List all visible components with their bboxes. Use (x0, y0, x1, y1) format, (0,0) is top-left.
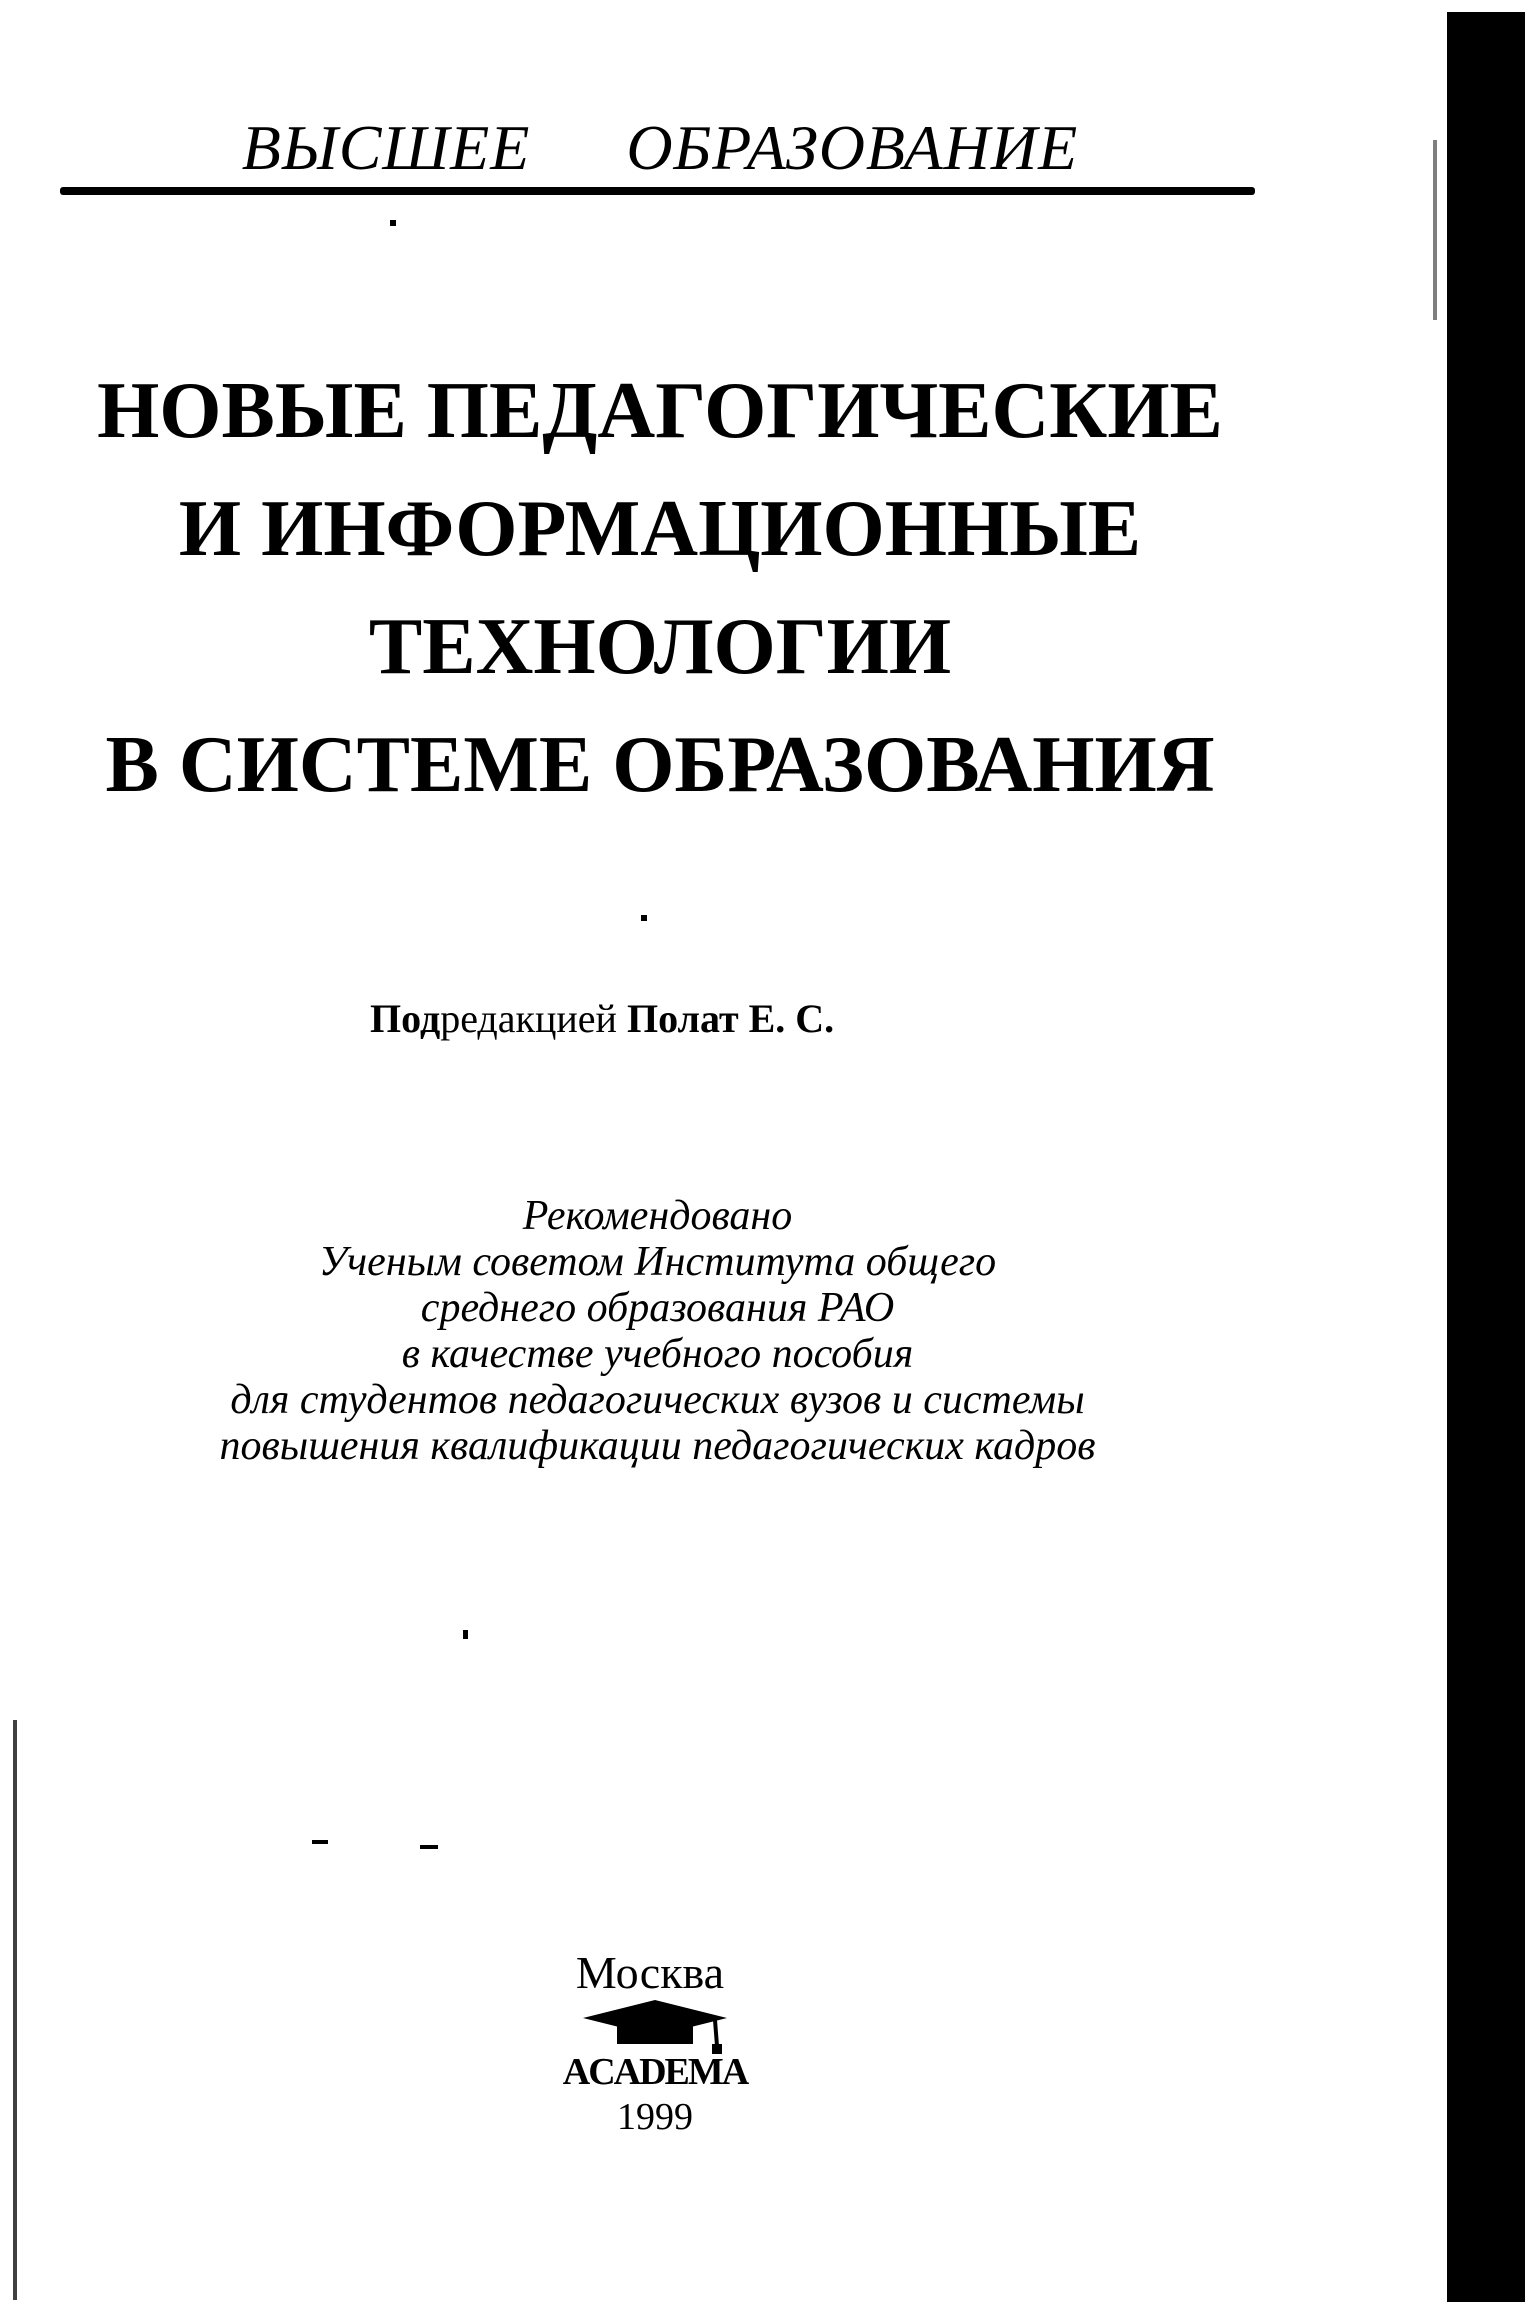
scan-speck (463, 1630, 468, 1639)
series-word-2: ОБРАЗОВАНИЕ (626, 112, 1079, 183)
scan-right-edge (1433, 140, 1437, 320)
rec-line-4: в качестве учебного пособия (401, 1331, 914, 1377)
city: Москва (575, 1947, 725, 1998)
scan-edge-shadow (1447, 12, 1525, 2302)
title-line-2: И ИНФОРМАЦИОННЫЕ (178, 485, 1142, 573)
rec-line-3: среднего образования РАО (420, 1285, 895, 1331)
academa-logo (555, 2000, 755, 2095)
rec-line-2: Ученым советом Института общего (318, 1239, 997, 1285)
book-title (60, 352, 1260, 824)
scan-left-edge (13, 1720, 17, 2300)
scan-speck (641, 915, 647, 921)
rec-line-6: повышения квалификации педагогических кадров (219, 1423, 1096, 1469)
editor-line (370, 994, 834, 1044)
title-line-4: В СИСТЕМЕ ОБРАЗОВАНИЯ (105, 721, 1215, 809)
rec-line-1: Рекомендовано (522, 1193, 793, 1239)
series-word-1: ВЫСШЕЕ (241, 112, 531, 183)
series-header (60, 112, 1260, 184)
editor-prefix: Под (370, 996, 441, 1041)
year: 1999 (617, 2096, 693, 2138)
publisher-name: ACADEMA (562, 2051, 748, 2093)
title-line-1: НОВЫЕ ПЕДАГОГИЧЕСКИЕ (97, 367, 1223, 455)
editor-name: Полат Е. С. (626, 996, 835, 1041)
scan-speck (390, 220, 396, 226)
editor-middle: редакцией (440, 996, 617, 1041)
header-rule (60, 187, 1255, 195)
title-line-3: ТЕХНОЛОГИИ (368, 603, 952, 691)
recommendation-block (60, 1193, 1255, 1469)
rec-line-5: для студентов педагогических вузов и системы (230, 1377, 1085, 1423)
scan-speck (312, 1840, 328, 1844)
scan-speck (420, 1845, 438, 1849)
mortarboard-icon (555, 2000, 755, 2095)
